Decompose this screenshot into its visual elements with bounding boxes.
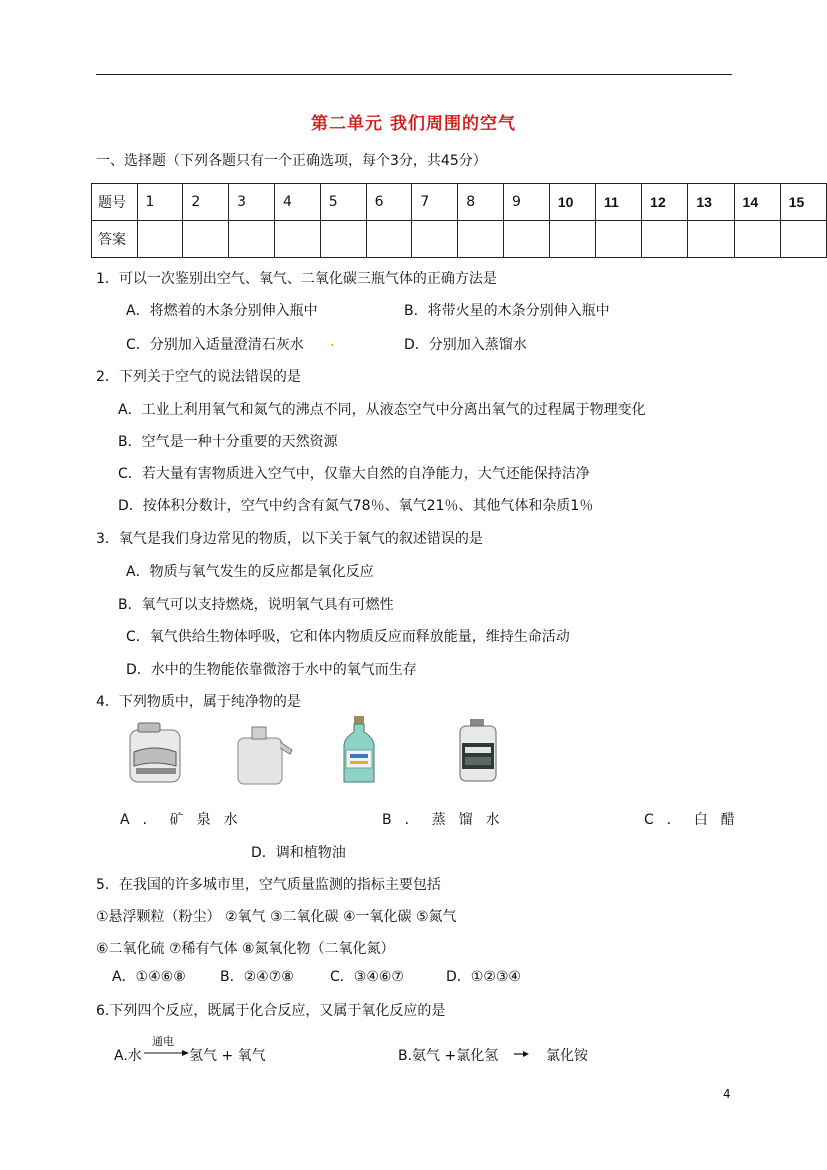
header-rule (96, 74, 732, 75)
answer-table (91, 183, 827, 258)
q4-option-c: C．白醋 (644, 812, 748, 828)
q5-items-line2: ⑥二氧化硫 ⑦稀有气体 ⑧氮氧化物（二氧化氮） (96, 941, 395, 957)
q5-option-c: C．③④⑥⑦ (330, 969, 404, 985)
table-cell-number: 11 (596, 184, 642, 221)
answer-cell (504, 221, 550, 258)
table-header-label: 题号 (92, 184, 138, 221)
distilled-water-bottle-image (232, 724, 296, 786)
vegetable-oil-jug-image (456, 719, 500, 783)
answer-cell (274, 221, 320, 258)
answer-cell (183, 221, 229, 258)
q3-stem: 3．氧气是我们身边常见的物质，以下关于氧气的叙述错误的是 (96, 531, 483, 547)
q3-option-d: D．水中的生物能依靠微溶于水中的氧气而生存 (126, 662, 417, 678)
q4-stem: 4．下列物质中，属于纯净物的是 (96, 694, 301, 710)
q1-option-b: B．将带火星的木条分别伸入瓶中 (404, 303, 610, 319)
section-heading: 一、选择题（下列各题只有一个正确选项，每个3分，共45分） (96, 153, 487, 169)
table-cell-number: 7 (412, 184, 458, 221)
q3-option-b: B．氧气可以支持燃烧，说明氧气具有可燃性 (118, 597, 394, 613)
q2-option-a: A．工业上利用氧气和氮气的沸点不同，从液态空气中分离出氧气的过程属于物理变化 (118, 402, 646, 418)
q2-option-c: C．若大量有害物质进入空气中，仅靠大自然的自净能力，大气还能保持洁净 (118, 466, 590, 482)
q1-stem: 1．可以一次鉴别出空气、氧气、二氧化碳三瓶气体的正确方法是 (96, 271, 497, 287)
answer-cell (229, 221, 275, 258)
q1-option-d: D．分别加入蒸馏水 (404, 337, 527, 353)
table-cell-number: 1 (137, 184, 183, 221)
table-cell-number: 12 (642, 184, 688, 221)
q6-reaction-condition: 通电 (152, 1035, 174, 1048)
reaction-arrow-icon (514, 1050, 530, 1058)
answer-cell (412, 221, 458, 258)
table-cell-number: 6 (366, 184, 412, 221)
table-cell-number: 3 (229, 184, 275, 221)
table-cell-number: 10 (549, 184, 595, 221)
reaction-arrow-icon (144, 1049, 190, 1057)
q1-option-a: A．将燃着的木条分别伸入瓶中 (126, 303, 318, 319)
answer-cell (642, 221, 688, 258)
page-number: 4 (723, 1087, 731, 1101)
table-cell-number: 8 (458, 184, 504, 221)
q5-option-d: D．①②③④ (446, 969, 521, 985)
table-cell-number: 2 (183, 184, 229, 221)
q1-stray-dot: . (330, 334, 335, 350)
table-cell-number: 13 (688, 184, 734, 221)
q5-option-b: B．②④⑦⑧ (220, 969, 294, 985)
page-title: 第二单元 我们周围的空气 (311, 114, 516, 134)
mineral-water-jug-image (124, 722, 186, 786)
table-answer-label: 答案 (92, 221, 138, 258)
table-cell-number: 14 (734, 184, 780, 221)
answer-cell (780, 221, 826, 258)
table-cell-number: 15 (780, 184, 826, 221)
table-row-numbers (92, 184, 827, 221)
answer-cell (320, 221, 366, 258)
q5-stem: 5．在我国的许多城市里，空气质量监测的指标主要包括 (96, 877, 441, 893)
table-cell-number: 9 (504, 184, 550, 221)
q6-option-b-reactants: B.氨气 +氯化氢 (398, 1048, 499, 1064)
white-vinegar-bottle-image (342, 716, 376, 784)
q2-stem: 2．下列关于空气的说法错误的是 (96, 369, 301, 385)
answer-cell (734, 221, 780, 258)
q2-option-d: D．按体积分数计，空气中约含有氮气78％、氧气21％、其他气体和杂质1％ (118, 498, 594, 514)
q2-option-b: B．空气是一种十分重要的天然资源 (118, 434, 338, 450)
answer-cell (137, 221, 183, 258)
q5-items-line1: ①悬浮颗粒（粉尘） ②氧气 ③二氧化碳 ④一氧化碳 ⑤氮气 (96, 909, 457, 925)
q1-option-c: C．分别加入适量澄清石灰水 (126, 337, 304, 353)
table-cell-number: 4 (274, 184, 320, 221)
table-cell-number: 5 (320, 184, 366, 221)
table-row-answers (92, 221, 827, 258)
q6-option-a-reactant: A.水 (114, 1048, 142, 1064)
q6-option-a-products: 氢气 + 氧气 (189, 1048, 266, 1064)
q5-option-a: A．①④⑥⑧ (112, 969, 186, 985)
q3-option-c: C．氧气供给生物体呼吸，它和体内物质反应而释放能量，维持生命活动 (126, 629, 570, 645)
q6-option-b-product: 氯化铵 (546, 1048, 588, 1064)
answer-cell (549, 221, 595, 258)
q6-stem: 6.下列四个反应，既属于化合反应，又属于氧化反应的是 (96, 1003, 446, 1019)
q4-option-b: B．蒸馏水 (382, 812, 513, 828)
answer-cell (366, 221, 412, 258)
answer-cell (458, 221, 504, 258)
q4-option-a: A．矿泉水 (120, 812, 251, 828)
q4-option-d: D．调和植物油 (251, 845, 346, 861)
answer-cell (688, 221, 734, 258)
answer-cell (596, 221, 642, 258)
q3-option-a: A．物质与氧气发生的反应都是氧化反应 (126, 564, 374, 580)
